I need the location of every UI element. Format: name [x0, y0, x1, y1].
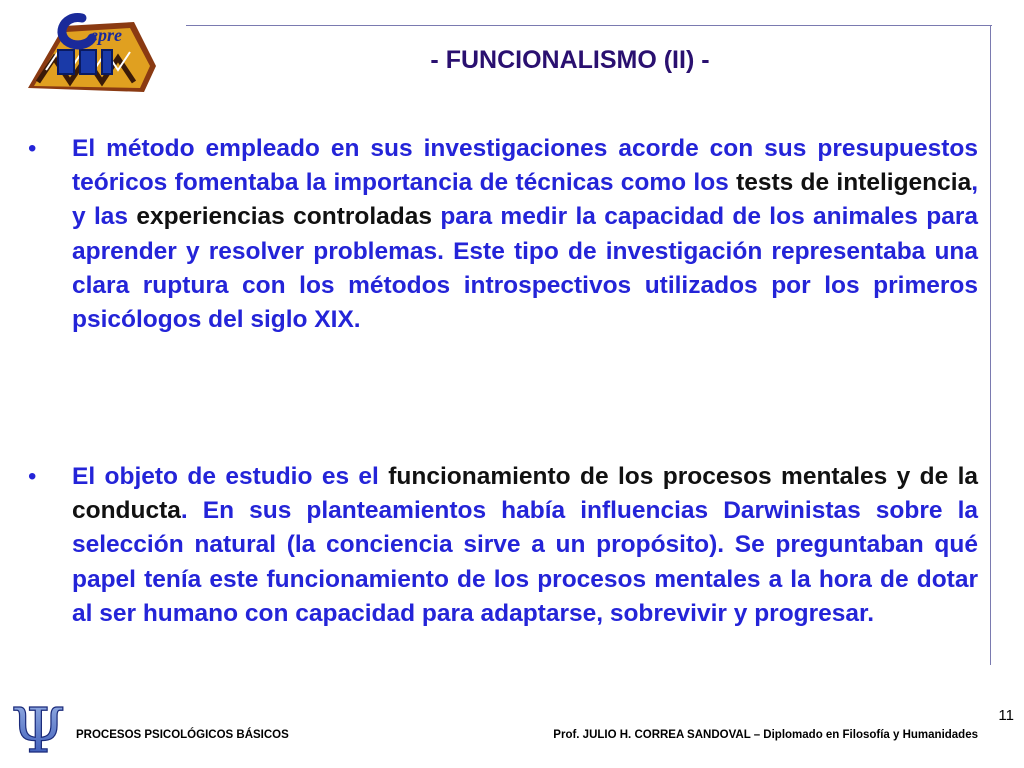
bullet-item-1: [26, 132, 978, 337]
bullet-marker: •: [28, 463, 37, 490]
page-number: 11: [998, 707, 1014, 724]
bullet-segment: para medir la capacidad de los animales para aprender y resolver problemas. Este tipo de investigación representaba una clara ruptura con los métodos introspectivos utilizados por los primeros psicólogos del siglo XIX.: [72, 203, 978, 334]
top-rule: [186, 25, 992, 26]
bullet-marker: •: [28, 135, 37, 162]
bullet-segment-emphasis: funcionamiento de los procesos mentales y de la conducta: [72, 463, 979, 525]
footer-professor: Prof. JULIO H. CORREA SANDOVAL – Diplomado en Filosofía y Humanidades: [553, 729, 978, 741]
footer-course-title: PROCESOS PSICOLÓGICOS BÁSICOS: [76, 729, 289, 741]
bullet-item-2: [26, 460, 978, 631]
bullet-segment-emphasis: experiencias controladas: [136, 203, 432, 231]
psi-symbol-icon: [8, 700, 68, 758]
svg-text:epre: epre: [90, 25, 122, 45]
bullet-text-1: [72, 132, 978, 337]
slide-title: - FUNCIONALISMO (II) -: [430, 46, 710, 74]
psi-glyph: Ψ: [10, 700, 66, 758]
bullet-text-2: [72, 460, 978, 631]
bullet-segment: . En sus planteamientos había influencias Darwinistas sobre la selección natural (la conciencia sirve a un propósito). Se preguntaban qué papel tenía este funcionamiento de los procesos mentales a la hora de dotar al ser humano con capacidad para adaptarse, sobrevivir y progresar.: [72, 497, 978, 627]
bullet-segment-emphasis: tests de inteligencia: [736, 169, 972, 197]
bullet-segment: , y las: [72, 169, 979, 231]
bullet-segment: El método empleado en sus investigaciones acorde con sus presupuestos teóricos fomentaba la importancia de técnicas como los: [72, 135, 978, 197]
right-rule: [990, 25, 991, 665]
cepre-uni-logo-icon: [24, 8, 160, 94]
bullet-segment: El objeto de estudio es el: [72, 463, 389, 490]
